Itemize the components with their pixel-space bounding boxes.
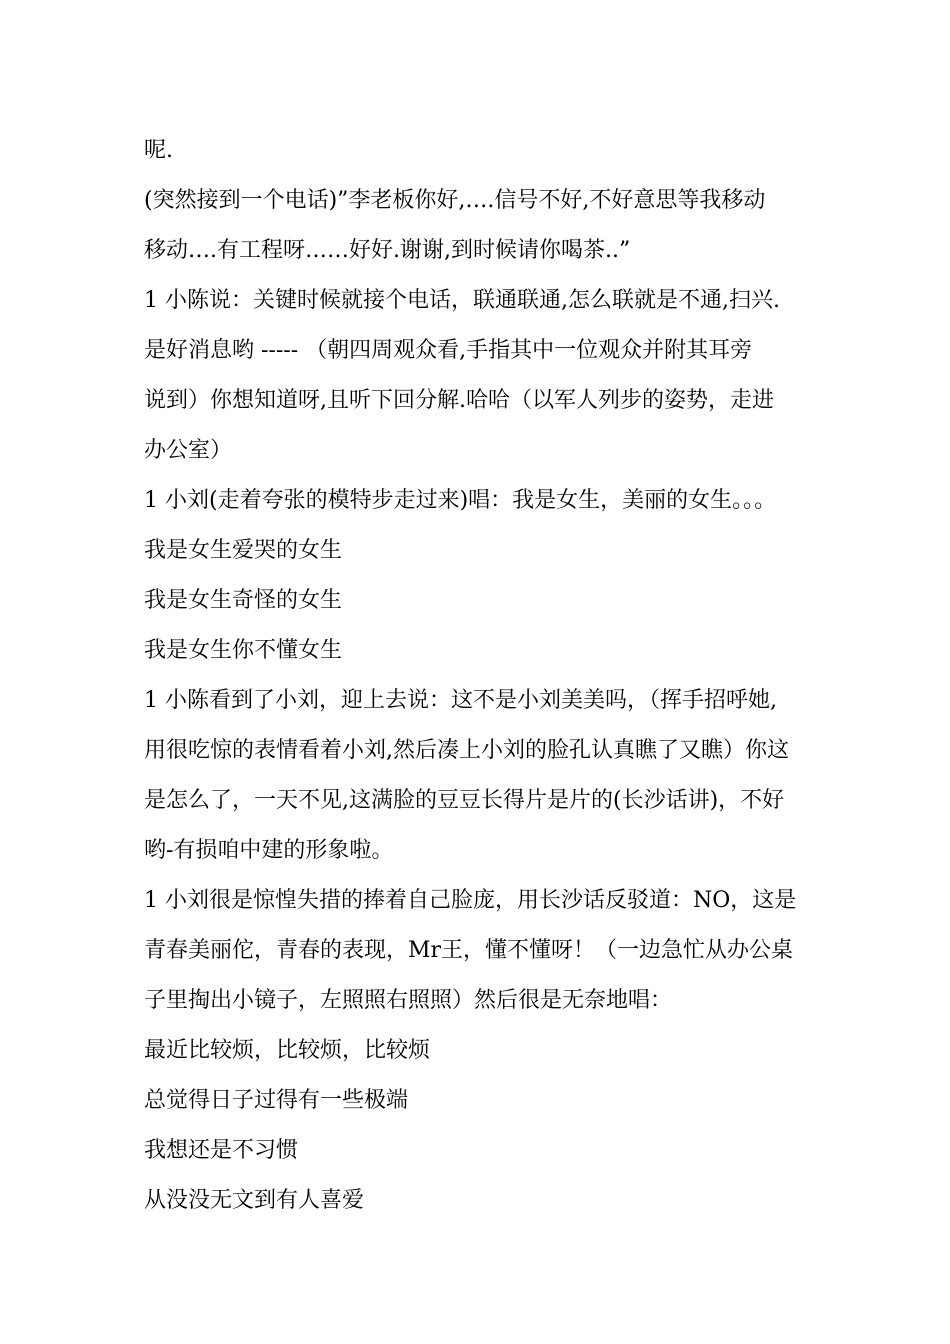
text-line: 1 小刘(走着夸张的模特步走过来)唱：我是女生，美丽的女生。。。: [144, 488, 777, 513]
script-text-body: [144, 126, 824, 1226]
text-line: 子里掏出小镜子，左照照右照照）然后很是无奈地唱：: [144, 988, 673, 1013]
text-line: 办公室）: [144, 438, 233, 463]
text-line: 我是女生奇怪的女生: [144, 588, 343, 613]
text-line: 哟-有损咱中建的形象啦。: [144, 838, 394, 863]
text-line: (突然接到一个电话)”李老板你好,….信号不好,不好意思等我移动: [144, 188, 766, 213]
text-line: 1 小陈看到了小刘，迎上去说：这不是小刘美美吗，（挥手招呼她,: [144, 688, 777, 713]
text-line: 移动….有工程呀……好好.谢谢,到时候请你喝茶..”: [144, 238, 631, 263]
text-line: 从没没无文到有人喜爱: [144, 1188, 365, 1213]
text-line: 青春美丽佗，青春的表现，Mr王，懂不懂呀！（一边急忙从办公桌: [144, 938, 794, 963]
text-line: 我想还是不习惯: [144, 1138, 299, 1163]
text-line: 我是女生你不懂女生: [144, 638, 343, 663]
text-line: 说到）你想知道呀,且听下回分解.哈哈（以军人列步的姿势，走进: [144, 388, 774, 413]
text-line: 用很吃惊的表情看着小刘,然后凑上小刘的脸孔认真瞧了又瞧）你这: [144, 738, 789, 763]
text-line: 是怎么了，一天不见,这满脸的豆豆长得片是片的(长沙话讲)，不好: [144, 788, 785, 813]
text-line: 是好消息哟 ----- （朝四周观众看,手指其中一位观众并附其耳旁: [144, 338, 753, 363]
text-line: 我是女生爱哭的女生: [144, 538, 343, 563]
text-line: 1 小刘很是惊惶失措的捧着自己脸庞，用长沙话反驳道：NO，这是: [144, 888, 797, 913]
text-line: 最近比较烦，比较烦，比较烦: [144, 1038, 431, 1063]
text-line: 总觉得日子过得有一些极端: [144, 1088, 409, 1113]
text-line: 呢.: [144, 138, 173, 163]
text-line: 1 小陈说：关键时候就接个电话，联通联通,怎么联就是不通,扫兴.: [144, 288, 780, 313]
